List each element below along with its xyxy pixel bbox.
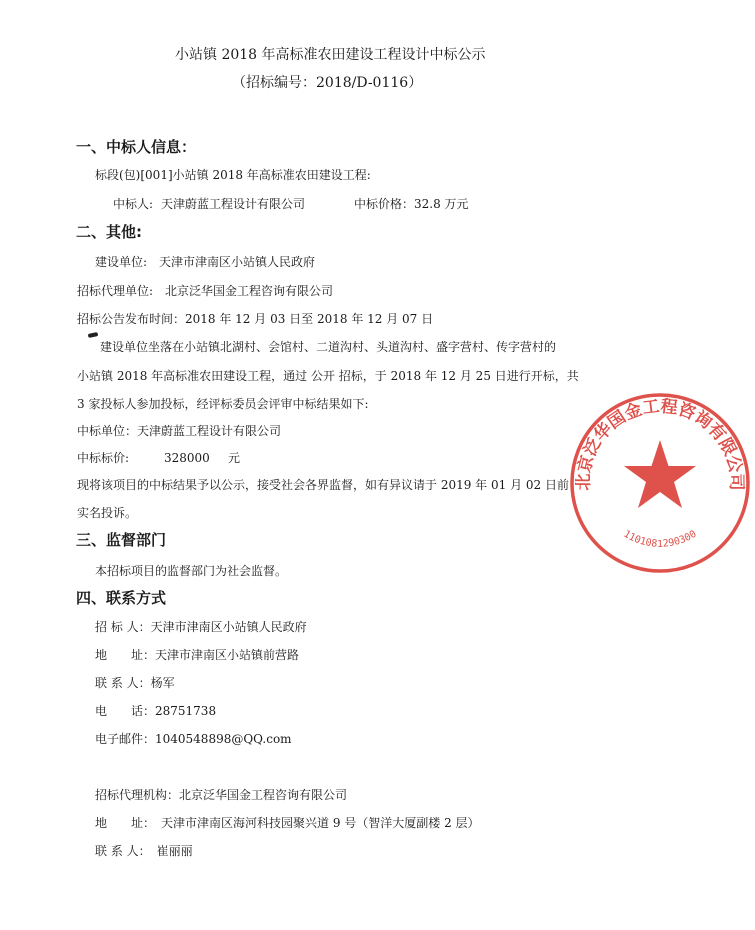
builder-line: 建设单位: 天津市津南区小站镇人民政府 [95,255,316,269]
winner-price-unit: 元 [228,451,241,465]
contact-line: 联 系 人：杨军 [95,676,175,690]
paragraph-line-3: 3 家投标人参加投标，经评标委员会评审中标结果如下: [77,397,369,411]
lot-line: 标段(包)[001]小站镇 2018 年高标准农田建设工程: [95,168,371,182]
phone-line: 电 话：28751738 [95,704,217,718]
winner-price-value: 328000 [164,451,210,465]
winner-unit-line: 中标单位：天津蔚蓝工程设计有限公司 [77,424,282,438]
supervision-line: 本招标项目的监督部门为社会监督。 [95,564,288,578]
address-line: 地 址：天津市津南区小站镇前营路 [95,648,300,662]
agency-contact-line: 联 系 人： 崔丽丽 [95,844,193,858]
paragraph-line-1: 建设单位坐落在小站镇北湖村、会馆村、二道沟村、头道沟村、盛字营村、传字营村的 [100,340,557,354]
price-value: 32.8 万元 [414,197,469,211]
email-line: 电子邮件：1040548898@QQ.com [95,732,292,746]
winner-price-label: 中标标价: [77,451,130,465]
bidder-line: 招 标 人：天津市津南区小站镇人民政府 [95,620,307,634]
agency-address-line: 地 址： 天津市津南区海河科技园聚兴道 9 号（智洋大厦副楼 2 层） [95,816,480,830]
paragraph-line-2: 小站镇 2018 年高标准农田建设工程，通过 公开 招标，于 2018 年 12 月 25 日进行开标，共 [77,369,579,383]
seal-code: 1101081290300 [621,528,699,550]
seal-text: 北京泛华国金工程咨询有限公司 [573,396,747,491]
pen-mark [88,332,99,338]
winner-name: 天津蔚蓝工程设计有限公司 [161,197,306,211]
section4-heading: 四、联系方式 [76,589,167,607]
section3-heading: 三、监督部门 [76,531,167,549]
section2-heading: 二、其他: [76,223,142,241]
company-seal [565,388,755,578]
notice-line-1: 现将该项目的中标结果予以公示，接受社会各界监督，如有异议请于 2019 年 01 月 02 日前 [77,478,569,492]
star-icon [624,440,696,508]
notice-line-2: 实名投诉。 [77,506,138,520]
agency-org-line: 招标代理机构：北京泛华国金工程咨询有限公司 [95,788,348,802]
price-label: 中标价格： [354,197,415,211]
page-title: 小站镇 2018 年高标准农田建设工程设计中标公示 [175,47,486,63]
period-line: 招标公告发布时间：2018 年 12 月 03 日至 2018 年 12 月 07 日 [77,312,434,326]
agency-line: 招标代理单位: 北京泛华国金工程咨询有限公司 [77,284,334,298]
bid-number: （招标编号：2018/D-0116） [232,75,423,91]
section1-heading: 一、中标人信息： [76,138,197,156]
winner-label: 中标人: [113,197,154,211]
